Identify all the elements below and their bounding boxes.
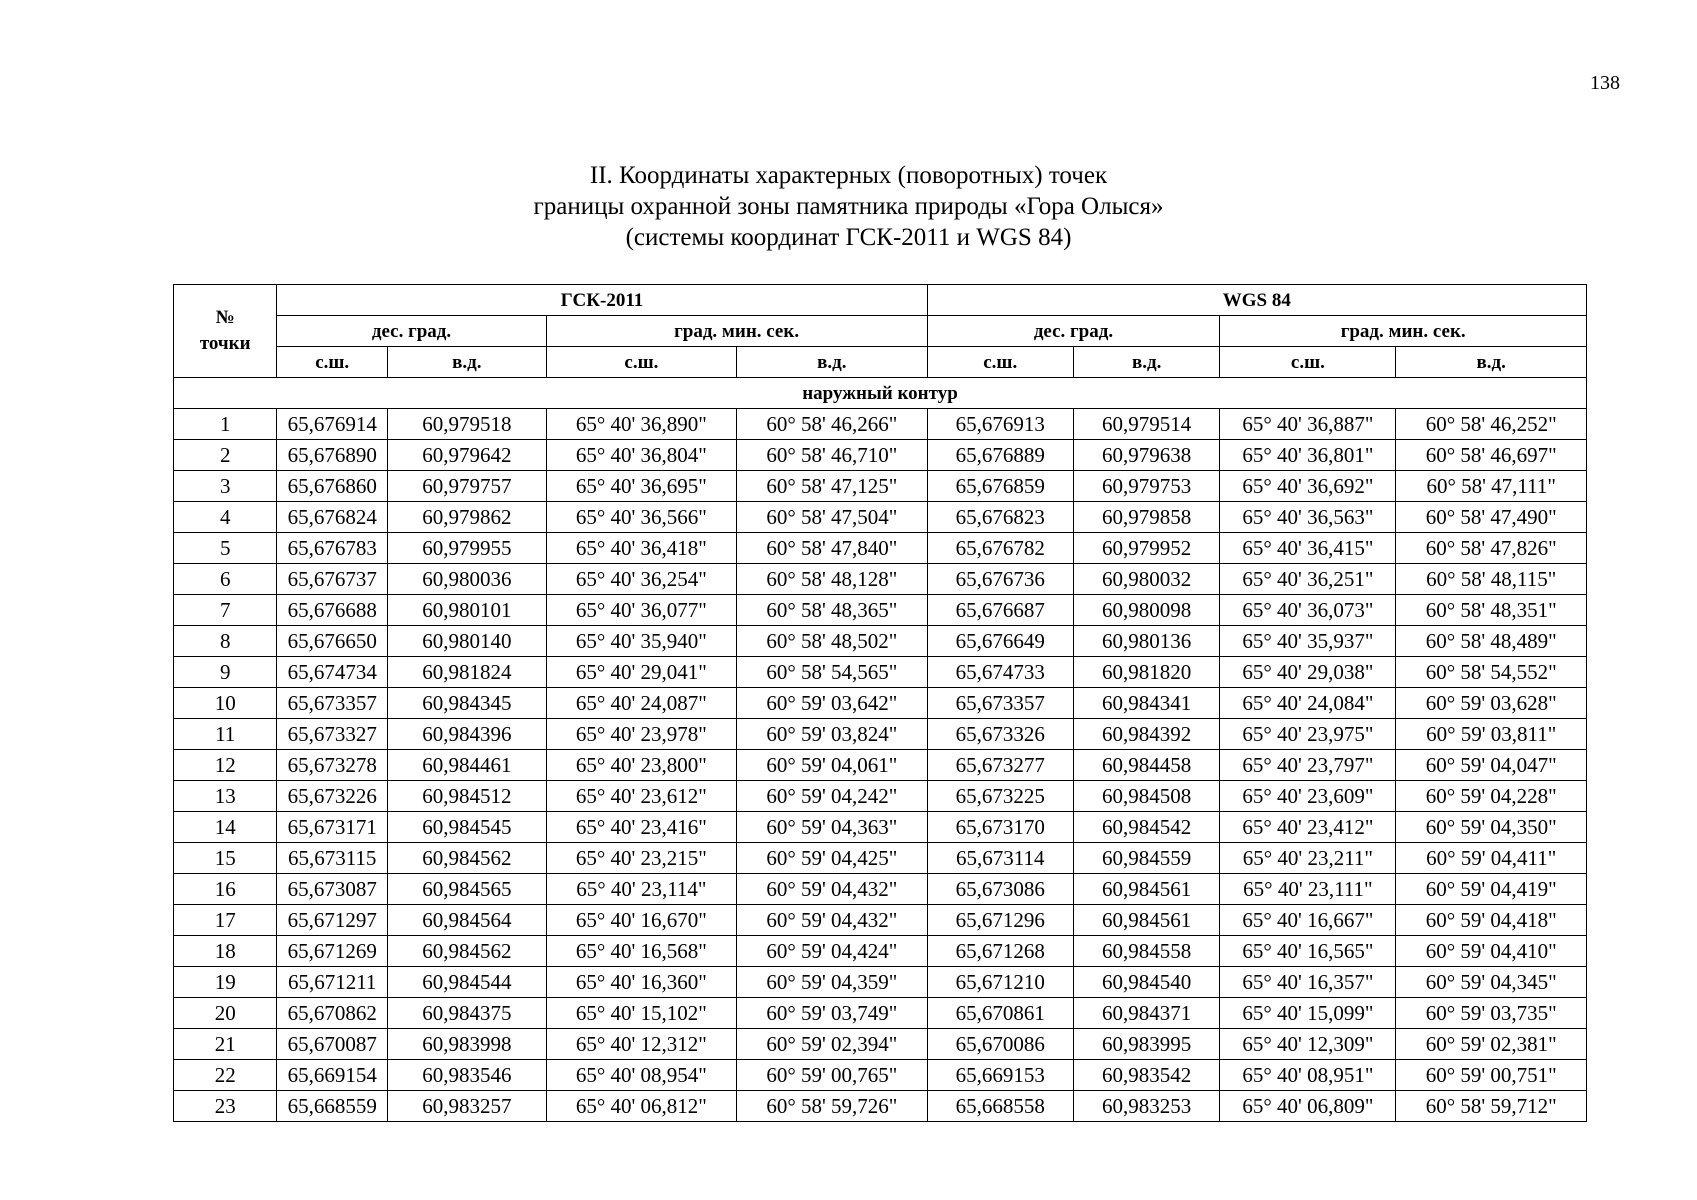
wgs-dec-lon-cell: 60,984371 [1073,998,1219,1029]
wgs-dec-lon-cell: 60,980136 [1073,626,1219,657]
point-number-cell: 6 [174,564,277,595]
gsk-dms-lon-cell: 60° 59' 04,425" [737,843,927,874]
gsk-dms-lon-cell: 60° 58' 54,565" [737,657,927,688]
wgs-dms-lat-cell: 65° 40' 36,415" [1220,533,1396,564]
gsk-dms-lon-cell: 60° 59' 04,432" [737,905,927,936]
wgs-dms-lat-cell: 65° 40' 36,251" [1220,564,1396,595]
table-row [174,409,1587,440]
wgs-dec-lat-cell: 65,671296 [927,905,1073,936]
gsk-dec-lon-cell: 60,983998 [387,1029,546,1060]
gsk-dec-lat-cell: 65,676824 [277,502,388,533]
wgs-dms-lon-cell: 60° 58' 54,552" [1396,657,1587,688]
gsk-dms-lon-cell: 60° 58' 48,502" [737,626,927,657]
system-gsk-header: ГСК-2011 [277,285,927,316]
gsk-dms-lon-cell: 60° 58' 46,710" [737,440,927,471]
table-row [174,781,1587,812]
gsk-dec-lat-cell: 65,670862 [277,998,388,1029]
wgs-dec-lat-cell: 65,676736 [927,564,1073,595]
wgs-dec-lat-cell: 65,673357 [927,688,1073,719]
gsk-dec-lat-cell: 65,676860 [277,471,388,502]
wgs-dms-lon-cell: 60° 59' 03,811" [1396,719,1587,750]
point-number-cell: 16 [174,874,277,905]
title-line-2: границы охранной зоны памятника природы «Гора Олыся» [533,193,1164,220]
gsk-dec-lat-cell: 65,674734 [277,657,388,688]
wgs-dms-lon-cell: 60° 59' 04,411" [1396,843,1587,874]
gsk-dms-lon-cell: 60° 58' 47,504" [737,502,927,533]
gsk-dms-lat-cell: 65° 40' 23,416" [546,812,736,843]
wgs-dec-lon-cell: 60,984508 [1073,781,1219,812]
gsk-dec-lon-cell: 60,981824 [387,657,546,688]
wgs-dec-lat-cell: 65,676687 [927,595,1073,626]
gsk-dms-lon-cell: 60° 59' 04,432" [737,874,927,905]
wgs-dec-lon-cell: 60,979858 [1073,502,1219,533]
wgs-dms-lat-header: с.ш. [1220,347,1396,378]
wgs-dec-lon-cell: 60,979753 [1073,471,1219,502]
gsk-dms-header: град. мин. сек. [546,316,927,347]
gsk-dms-lon-cell: 60° 59' 04,242" [737,781,927,812]
table-row [174,874,1587,905]
wgs-dec-lat-cell: 65,668558 [927,1091,1073,1122]
wgs-dms-lon-cell: 60° 59' 04,345" [1396,967,1587,998]
wgs-dms-lon-cell: 60° 59' 03,628" [1396,688,1587,719]
wgs-dms-lon-cell: 60° 58' 59,712" [1396,1091,1587,1122]
table-row [174,688,1587,719]
gsk-dec-lon-cell: 60,979518 [387,409,546,440]
wgs-dec-lon-cell: 60,983253 [1073,1091,1219,1122]
wgs-dms-lat-cell: 65° 40' 16,357" [1220,967,1396,998]
gsk-dms-lon-cell: 60° 58' 47,840" [737,533,927,564]
table-row [174,502,1587,533]
wgs-dec-lat-cell: 65,673326 [927,719,1073,750]
wgs-dms-lat-cell: 65° 40' 24,084" [1220,688,1396,719]
wgs-dms-lon-cell: 60° 59' 04,047" [1396,750,1587,781]
gsk-dms-lat-cell: 65° 40' 36,566" [546,502,736,533]
point-number-cell: 20 [174,998,277,1029]
wgs-dms-lon-cell: 60° 59' 04,418" [1396,905,1587,936]
gsk-dec-lon-cell: 60,980140 [387,626,546,657]
wgs-dms-lon-cell: 60° 58' 48,351" [1396,595,1587,626]
point-number-cell: 3 [174,471,277,502]
wgs-dms-lat-cell: 65° 40' 16,565" [1220,936,1396,967]
wgs-dms-lat-cell: 65° 40' 23,609" [1220,781,1396,812]
wgs-dms-lat-cell: 65° 40' 36,563" [1220,502,1396,533]
point-number-cell: 5 [174,533,277,564]
point-number-cell: 23 [174,1091,277,1122]
wgs-dms-lon-cell: 60° 58' 47,490" [1396,502,1587,533]
table-row [174,750,1587,781]
gsk-dms-lon-cell: 60° 59' 03,824" [737,719,927,750]
gsk-dms-lat-cell: 65° 40' 36,077" [546,595,736,626]
wgs-dms-lon-cell: 60° 59' 04,419" [1396,874,1587,905]
gsk-dms-lat-cell: 65° 40' 36,254" [546,564,736,595]
wgs-dec-lon-cell: 60,983542 [1073,1060,1219,1091]
wgs-dms-lon-cell: 60° 59' 03,735" [1396,998,1587,1029]
wgs-dec-lat-cell: 65,673225 [927,781,1073,812]
gsk-dms-lat-cell: 65° 40' 12,312" [546,1029,736,1060]
wgs-dec-lon-cell: 60,984540 [1073,967,1219,998]
gsk-dms-lat-cell: 65° 40' 15,102" [546,998,736,1029]
title-line-1: II. Координаты характерных (поворотных) точек [589,162,1108,189]
point-number-cell: 10 [174,688,277,719]
point-number-cell: 15 [174,843,277,874]
gsk-dms-lon-cell: 60° 59' 03,749" [737,998,927,1029]
wgs-dec-lon-cell: 60,984559 [1073,843,1219,874]
gsk-dms-lat-cell: 65° 40' 36,804" [546,440,736,471]
wgs-dec-lon-cell: 60,981820 [1073,657,1219,688]
wgs-dms-lon-cell: 60° 58' 47,111" [1396,471,1587,502]
table-row [174,1060,1587,1091]
point-number-symbol: № [215,307,235,328]
wgs-dec-lat-cell: 65,673086 [927,874,1073,905]
point-number-cell: 19 [174,967,277,998]
gsk-dec-lat-cell: 65,673226 [277,781,388,812]
wgs-dms-lat-cell: 65° 40' 29,038" [1220,657,1396,688]
gsk-dec-lon-cell: 60,984565 [387,874,546,905]
wgs-dms-lat-cell: 65° 40' 06,809" [1220,1091,1396,1122]
wgs-dec-lon-cell: 60,980032 [1073,564,1219,595]
gsk-dms-lon-cell: 60° 58' 48,365" [737,595,927,626]
gsk-dms-lat-cell: 65° 40' 23,215" [546,843,736,874]
wgs-dms-lon-cell: 60° 58' 46,252" [1396,409,1587,440]
wgs-dms-lon-cell: 60° 59' 04,410" [1396,936,1587,967]
gsk-dms-lat-header: с.ш. [546,347,736,378]
gsk-dms-lat-cell: 65° 40' 24,087" [546,688,736,719]
wgs-dms-lon-cell: 60° 59' 04,350" [1396,812,1587,843]
gsk-decimal-degrees-header: дес. град. [277,316,546,347]
wgs-dec-lon-cell: 60,984458 [1073,750,1219,781]
point-number-cell: 18 [174,936,277,967]
table-row [174,998,1587,1029]
gsk-dec-lat-cell: 65,676783 [277,533,388,564]
wgs-dms-lat-cell: 65° 40' 08,951" [1220,1060,1396,1091]
wgs-dec-lon-cell: 60,984561 [1073,874,1219,905]
wgs-dec-lat-cell: 65,673114 [927,843,1073,874]
gsk-dec-lon-cell: 60,979955 [387,533,546,564]
gsk-dms-lat-cell: 65° 40' 35,940" [546,626,736,657]
point-number-cell: 2 [174,440,277,471]
gsk-dms-lat-cell: 65° 40' 08,954" [546,1060,736,1091]
wgs-dec-lon-cell: 60,979514 [1073,409,1219,440]
gsk-dec-lon-cell: 60,980101 [387,595,546,626]
point-number-cell: 14 [174,812,277,843]
table-row [174,905,1587,936]
point-number-cell: 12 [174,750,277,781]
gsk-dec-lon-cell: 60,984461 [387,750,546,781]
gsk-dec-lon-cell: 60,984396 [387,719,546,750]
gsk-dec-lon-cell: 60,984545 [387,812,546,843]
wgs-dec-lon-cell: 60,980098 [1073,595,1219,626]
table-row [174,626,1587,657]
wgs-dms-lon-cell: 60° 58' 48,489" [1396,626,1587,657]
wgs-dec-lat-cell: 65,669153 [927,1060,1073,1091]
point-number-header [174,285,277,378]
document-title [0,160,1697,253]
wgs-dec-lat-cell: 65,676649 [927,626,1073,657]
gsk-dec-lat-cell: 65,673171 [277,812,388,843]
gsk-dec-lat-cell: 65,671297 [277,905,388,936]
wgs-dec-lat-cell: 65,676823 [927,502,1073,533]
wgs-dec-lat-cell: 65,670861 [927,998,1073,1029]
table-row [174,471,1587,502]
gsk-dec-lon-cell: 60,979757 [387,471,546,502]
wgs-dms-lon-header: в.д. [1396,347,1587,378]
wgs-dec-lon-cell: 60,979952 [1073,533,1219,564]
gsk-dec-lon-header: в.д. [387,347,546,378]
gsk-dec-lat-cell: 65,671211 [277,967,388,998]
section-label-outer-contour: наружный контур [174,378,1587,409]
gsk-dec-lat-cell: 65,676890 [277,440,388,471]
point-number-cell: 22 [174,1060,277,1091]
gsk-dec-lon-cell: 60,979642 [387,440,546,471]
wgs-dms-lat-cell: 65° 40' 36,887" [1220,409,1396,440]
page-number: 138 [1590,72,1620,94]
wgs-dec-lat-cell: 65,676889 [927,440,1073,471]
gsk-dec-lat-cell: 65,673327 [277,719,388,750]
gsk-dms-lat-cell: 65° 40' 36,418" [546,533,736,564]
wgs-dec-lat-cell: 65,676859 [927,471,1073,502]
table-header [174,285,1587,409]
gsk-dms-lon-cell: 60° 58' 46,266" [737,409,927,440]
wgs-dec-lon-cell: 60,984341 [1073,688,1219,719]
gsk-dec-lat-cell: 65,673115 [277,843,388,874]
gsk-dms-lon-cell: 60° 59' 04,359" [737,967,927,998]
gsk-dms-lat-cell: 65° 40' 06,812" [546,1091,736,1122]
coordinates-table [173,284,1587,1122]
gsk-dms-lon-cell: 60° 59' 02,394" [737,1029,927,1060]
point-number-cell: 4 [174,502,277,533]
wgs-dms-lat-cell: 65° 40' 23,975" [1220,719,1396,750]
point-number-cell: 9 [174,657,277,688]
table-row [174,564,1587,595]
gsk-dec-lon-cell: 60,984562 [387,936,546,967]
gsk-dec-lon-cell: 60,984345 [387,688,546,719]
wgs-dms-lat-cell: 65° 40' 36,692" [1220,471,1396,502]
point-number-cell: 1 [174,409,277,440]
wgs-dms-lat-cell: 65° 40' 23,211" [1220,843,1396,874]
wgs-decimal-degrees-header: дес. град. [927,316,1220,347]
gsk-dec-lon-cell: 60,984564 [387,905,546,936]
gsk-dec-lat-cell: 65,673087 [277,874,388,905]
point-number-cell: 17 [174,905,277,936]
wgs-dms-lat-cell: 65° 40' 12,309" [1220,1029,1396,1060]
wgs-dec-lon-cell: 60,984558 [1073,936,1219,967]
gsk-dms-lat-cell: 65° 40' 16,568" [546,936,736,967]
wgs-dec-lat-cell: 65,670086 [927,1029,1073,1060]
wgs-dec-lat-cell: 65,671210 [927,967,1073,998]
point-number-label: точки [199,333,251,354]
gsk-dec-lat-cell: 65,673357 [277,688,388,719]
wgs-dms-lat-cell: 65° 40' 35,937" [1220,626,1396,657]
wgs-dec-lat-cell: 65,673170 [927,812,1073,843]
wgs-dec-lat-cell: 65,674733 [927,657,1073,688]
wgs-dms-lat-cell: 65° 40' 23,412" [1220,812,1396,843]
table-row [174,967,1587,998]
wgs-dec-lat-cell: 65,673277 [927,750,1073,781]
wgs-dec-lon-cell: 60,979638 [1073,440,1219,471]
table-row [174,719,1587,750]
gsk-dec-lat-cell: 65,669154 [277,1060,388,1091]
gsk-dec-lon-cell: 60,984512 [387,781,546,812]
gsk-dms-lat-cell: 65° 40' 16,670" [546,905,736,936]
wgs-dms-lon-cell: 60° 58' 46,697" [1396,440,1587,471]
wgs-dms-lon-cell: 60° 59' 00,751" [1396,1060,1587,1091]
gsk-dec-lon-cell: 60,984375 [387,998,546,1029]
wgs-dms-lon-cell: 60° 58' 48,115" [1396,564,1587,595]
table-row [174,657,1587,688]
gsk-dms-lat-cell: 65° 40' 29,041" [546,657,736,688]
gsk-dms-lat-cell: 65° 40' 23,612" [546,781,736,812]
wgs-dms-lat-cell: 65° 40' 16,667" [1220,905,1396,936]
gsk-dms-lon-cell: 60° 59' 03,642" [737,688,927,719]
point-number-cell: 8 [174,626,277,657]
gsk-dec-lat-cell: 65,676650 [277,626,388,657]
system-wgs-header: WGS 84 [927,285,1586,316]
wgs-dms-header: град. мин. сек. [1220,316,1587,347]
point-number-cell: 7 [174,595,277,626]
gsk-dms-lon-header: в.д. [737,347,927,378]
gsk-dec-lat-cell: 65,670087 [277,1029,388,1060]
gsk-dms-lat-cell: 65° 40' 23,978" [546,719,736,750]
wgs-dms-lat-cell: 65° 40' 23,797" [1220,750,1396,781]
table-row [174,440,1587,471]
wgs-dec-lat-cell: 65,671268 [927,936,1073,967]
wgs-dms-lon-cell: 60° 59' 02,381" [1396,1029,1587,1060]
gsk-dms-lat-cell: 65° 40' 23,800" [546,750,736,781]
wgs-dms-lon-cell: 60° 59' 04,228" [1396,781,1587,812]
point-number-cell: 11 [174,719,277,750]
table-row [174,812,1587,843]
gsk-dms-lon-cell: 60° 59' 04,424" [737,936,927,967]
gsk-dec-lat-cell: 65,676688 [277,595,388,626]
gsk-dms-lon-cell: 60° 59' 04,363" [737,812,927,843]
wgs-dms-lat-cell: 65° 40' 36,073" [1220,595,1396,626]
gsk-dec-lat-cell: 65,676737 [277,564,388,595]
wgs-dec-lon-cell: 60,984561 [1073,905,1219,936]
wgs-dms-lat-cell: 65° 40' 23,111" [1220,874,1396,905]
wgs-dec-lon-cell: 60,984392 [1073,719,1219,750]
gsk-dec-lat-cell: 65,671269 [277,936,388,967]
gsk-dms-lon-cell: 60° 59' 04,061" [737,750,927,781]
gsk-dec-lat-cell: 65,676914 [277,409,388,440]
gsk-dec-lon-cell: 60,979862 [387,502,546,533]
table-row [174,1029,1587,1060]
table-body [174,409,1587,1122]
table-row [174,843,1587,874]
wgs-dec-lon-cell: 60,984542 [1073,812,1219,843]
wgs-dec-lat-cell: 65,676782 [927,533,1073,564]
wgs-dec-lon-header: в.д. [1073,347,1219,378]
wgs-dec-lon-cell: 60,983995 [1073,1029,1219,1060]
gsk-dms-lat-cell: 65° 40' 16,360" [546,967,736,998]
gsk-dms-lon-cell: 60° 58' 48,128" [737,564,927,595]
gsk-dec-lon-cell: 60,984562 [387,843,546,874]
wgs-dms-lat-cell: 65° 40' 15,099" [1220,998,1396,1029]
table-row [174,936,1587,967]
table-row [174,595,1587,626]
gsk-dms-lat-cell: 65° 40' 36,695" [546,471,736,502]
gsk-dec-lon-cell: 60,983257 [387,1091,546,1122]
gsk-dms-lon-cell: 60° 59' 00,765" [737,1060,927,1091]
gsk-dec-lon-cell: 60,984544 [387,967,546,998]
wgs-dms-lon-cell: 60° 58' 47,826" [1396,533,1587,564]
point-number-cell: 21 [174,1029,277,1060]
table-row [174,533,1587,564]
point-number-cell: 13 [174,781,277,812]
gsk-dec-lon-cell: 60,983546 [387,1060,546,1091]
gsk-dms-lon-cell: 60° 58' 59,726" [737,1091,927,1122]
gsk-dms-lat-cell: 65° 40' 36,890" [546,409,736,440]
gsk-dms-lat-cell: 65° 40' 23,114" [546,874,736,905]
gsk-dec-lat-cell: 65,673278 [277,750,388,781]
gsk-dec-lat-cell: 65,668559 [277,1091,388,1122]
title-line-3: (системы координат ГСК-2011 и WGS 84) [625,224,1072,251]
table-row [174,1091,1587,1122]
gsk-dec-lat-header: с.ш. [277,347,388,378]
wgs-dms-lat-cell: 65° 40' 36,801" [1220,440,1396,471]
wgs-dec-lat-header: с.ш. [927,347,1073,378]
gsk-dec-lon-cell: 60,980036 [387,564,546,595]
gsk-dms-lon-cell: 60° 58' 47,125" [737,471,927,502]
wgs-dec-lat-cell: 65,676913 [927,409,1073,440]
